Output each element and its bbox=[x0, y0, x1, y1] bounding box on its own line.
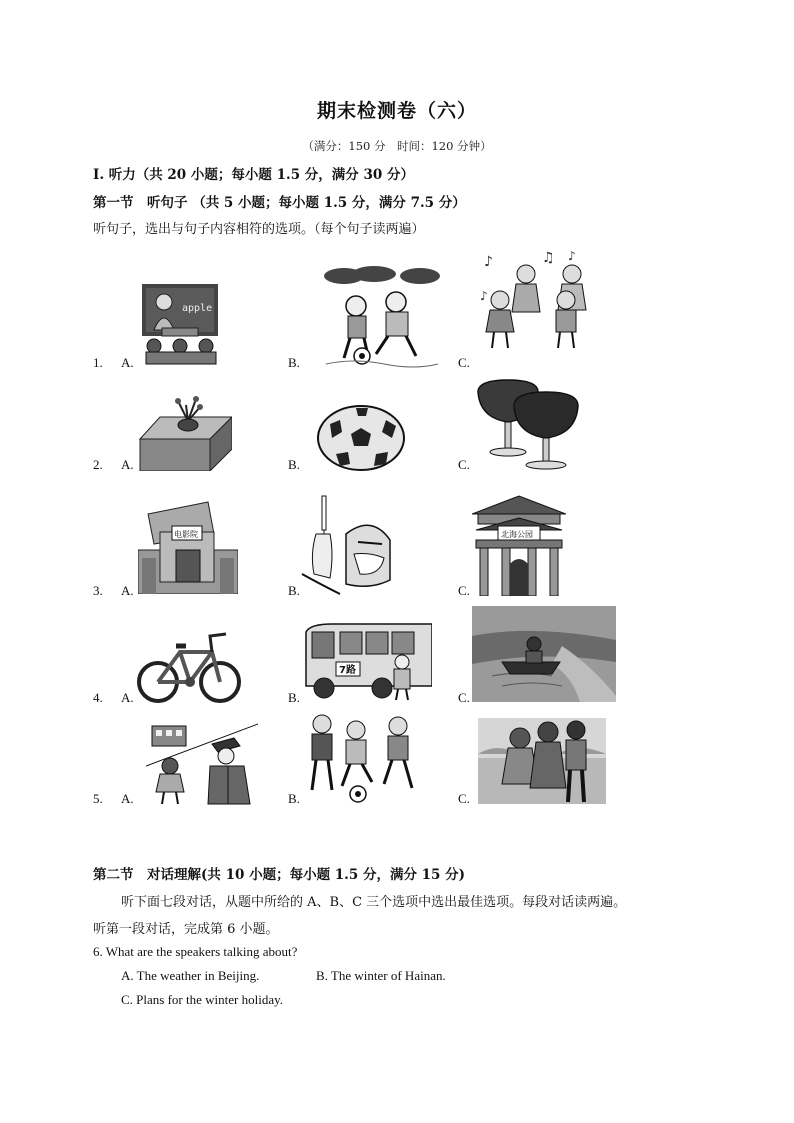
girl-asking-policeman-icon bbox=[146, 720, 258, 806]
boys-football-icon bbox=[302, 712, 418, 804]
svg-text:♪: ♪ bbox=[480, 289, 488, 303]
option-label: A. bbox=[121, 457, 134, 472]
question-6-option-b: B. The winter of Hainan. bbox=[316, 968, 446, 983]
children-singing-icon bbox=[478, 248, 590, 354]
doctor-injection-icon bbox=[300, 494, 392, 596]
section2-heading: 第二节 对话理解(共 10 小题；每小题 1.5 分，满分 15 分) bbox=[93, 867, 466, 883]
flower-on-table-icon bbox=[138, 395, 232, 471]
family-walking-icon bbox=[478, 718, 606, 804]
question-number: 1. bbox=[93, 355, 103, 370]
option-label: C. bbox=[458, 457, 470, 472]
board-text: apple bbox=[182, 303, 213, 314]
option-label: A. bbox=[121, 791, 134, 806]
classroom-teacher-icon bbox=[140, 282, 220, 366]
section2-instruction: 听下面七段对话，从题中所给的 A、B、C 三个选项中选出最佳选项。每段对话读两遍。 bbox=[121, 895, 627, 910]
section2-sub-instruction: 听第一段对话，完成第 6 小题。 bbox=[93, 922, 279, 937]
question-6-stem: 6. What are the speakers talking about? bbox=[93, 944, 298, 959]
section1-heading: 第一节 听句子 （共 5 小题；每小题 1.5 分，满分 7.5 分） bbox=[93, 195, 466, 211]
question-number: 2. bbox=[93, 457, 103, 472]
option-label: B. bbox=[288, 791, 300, 806]
option-label: B. bbox=[288, 355, 300, 370]
park-sign-text: 北海公园 bbox=[501, 530, 533, 539]
question-6-option-c: C. Plans for the winter holiday. bbox=[121, 992, 283, 1007]
option-label: A. bbox=[121, 583, 134, 598]
football-icon bbox=[316, 404, 406, 472]
option-label: A. bbox=[121, 690, 134, 705]
cinema-sign-text: 电影院 bbox=[174, 530, 198, 539]
section1-instruction: 听句子，选出与句子内容相符的选项。（每个句子读两遍） bbox=[93, 222, 425, 237]
option-label: C. bbox=[458, 583, 470, 598]
question-number: 4. bbox=[93, 690, 103, 705]
cinema-building-icon bbox=[138, 500, 238, 594]
option-label: C. bbox=[458, 690, 470, 705]
option-label: C. bbox=[458, 791, 470, 806]
question-6-option-a: A. The weather in Beijing. bbox=[121, 968, 260, 983]
bicycle-icon bbox=[136, 624, 242, 704]
boat-on-lake-icon bbox=[472, 606, 616, 702]
question-number: 5. bbox=[93, 791, 103, 806]
score-line: （满分：150 分 时间：120 分钟） bbox=[302, 139, 492, 153]
svg-text:♫: ♫ bbox=[542, 250, 555, 266]
option-label: A. bbox=[121, 355, 134, 370]
wine-glasses-icon bbox=[474, 378, 584, 470]
part1-heading: I. 听力（共 20 小题；每小题 1.5 分，满分 30 分） bbox=[93, 167, 414, 183]
option-label: C. bbox=[458, 355, 470, 370]
svg-text:♪: ♪ bbox=[568, 249, 576, 263]
option-label: B. bbox=[288, 583, 300, 598]
question-number: 3. bbox=[93, 583, 103, 598]
option-label: B. bbox=[288, 457, 300, 472]
bus-icon bbox=[302, 622, 432, 702]
page-title: 期末检测卷（六） bbox=[316, 100, 477, 122]
option-label: B. bbox=[288, 690, 300, 705]
bus-route-text: 7路 bbox=[339, 665, 356, 676]
svg-text:♪: ♪ bbox=[484, 254, 493, 270]
boys-playing-football-icon bbox=[324, 266, 440, 368]
park-gate-icon bbox=[472, 492, 566, 596]
